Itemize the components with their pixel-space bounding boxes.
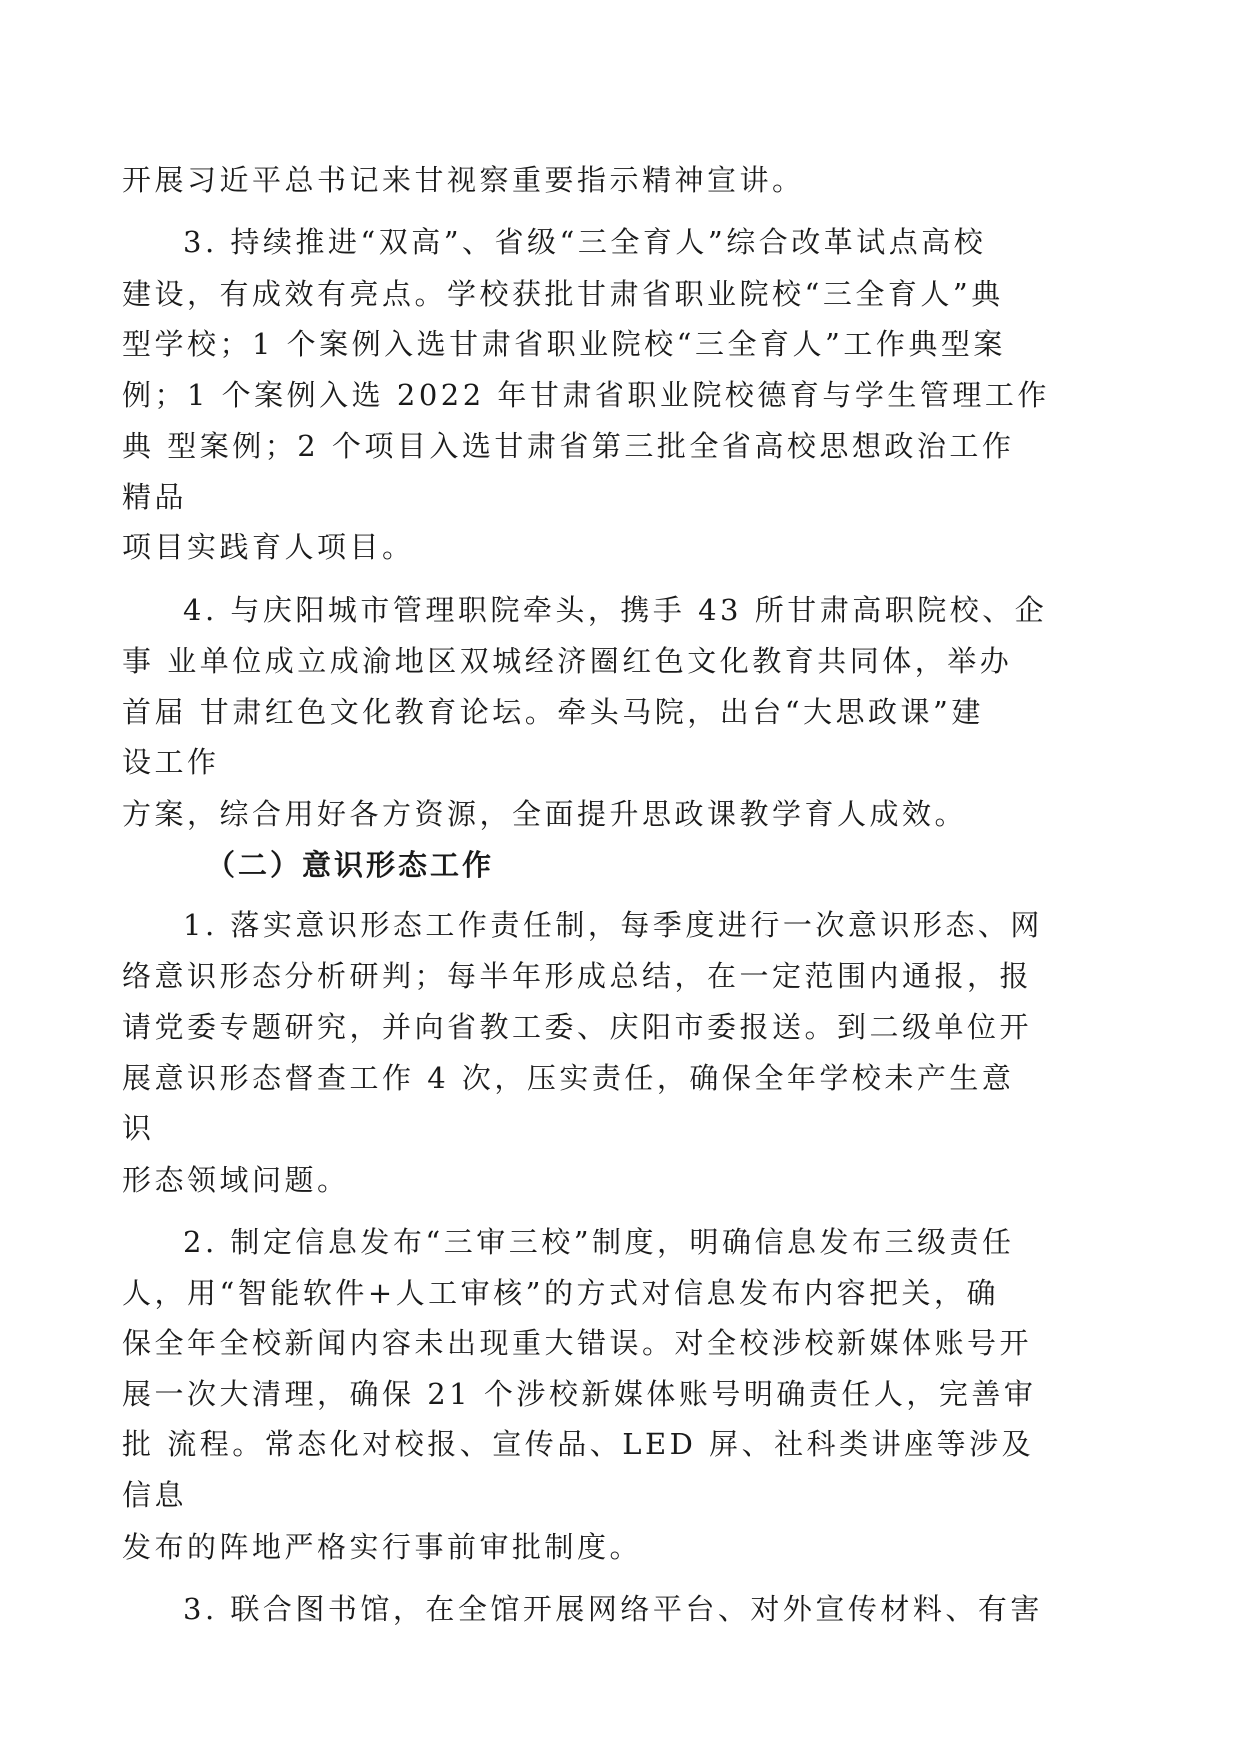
paragraph-line: 3. 持续推进“双高”、省级“三全育人”综合改革试点高校 <box>183 225 987 259</box>
paragraph-line: 项目实践育人项目。 <box>122 530 415 564</box>
paragraph-line: 展一次大清理，确保 21 个涉校新媒体账号明确责任人，完善审 <box>122 1377 1037 1411</box>
paragraph-line: 请党委专题研究，并向省教工委、庆阳市委报送。到二级单位开 <box>122 1010 1033 1044</box>
paragraph-line: 例；1 个案例入选 2022 年甘肃省职业院校德育与学生管理工作 <box>122 378 1050 412</box>
paragraph-line: 4. 与庆阳城市管理职院牵头，携手 43 所甘肃高职院校、企 <box>183 593 1048 627</box>
paragraph-line: 2. 制定信息发布“三审三校”制度，明确信息发布三级责任 <box>183 1225 1015 1259</box>
paragraph-line: 展意识形态督查工作 4 次，压实责任，确保全年学校未产生意 <box>122 1061 1015 1095</box>
paragraph-line: 保全年全校新闻内容未出现重大错误。对全校涉校新媒体账号开 <box>122 1326 1033 1360</box>
paragraph-line: 人，用“智能软件+人工审核”的方式对信息发布内容把关，确 <box>122 1276 999 1310</box>
paragraph-line: 形态领域问题。 <box>122 1163 350 1197</box>
paragraph-line: 方案，综合用好各方资源，全面提升思政课教学育人成效。 <box>122 797 968 831</box>
paragraph-line: 批 流程。常态化对校报、宣传品、LED 屏、社科类讲座等涉及 <box>122 1427 1035 1461</box>
paragraph-line: 建设，有成效有亮点。学校获批甘肃省职业院校“三全育人”典 <box>122 277 1004 311</box>
section-heading: （二）意识形态工作 <box>206 848 495 882</box>
paragraph-line: 1. 落实意识形态工作责任制，每季度进行一次意识形态、网 <box>183 908 1043 942</box>
paragraph-line: 典 型案例；2 个项目入选甘肃省第三批全省高校思想政治工作 <box>122 429 1015 463</box>
paragraph-line: 信息 <box>122 1478 188 1512</box>
paragraph-line: 识 <box>122 1111 155 1145</box>
paragraph-line: 络意识形态分析研判；每半年形成总结，在一定范围内通报，报 <box>122 959 1033 993</box>
paragraph-line: 精品 <box>122 480 188 514</box>
paragraph-line: 发布的阵地严格实行事前审批制度。 <box>122 1530 643 1564</box>
paragraph-line: 设工作 <box>122 745 220 779</box>
paragraph-line: 开展习近平总书记来甘视察重要指示精神宣讲。 <box>122 163 805 197</box>
paragraph-line: 3. 联合图书馆，在全馆开展网络平台、对外宣传材料、有害 <box>183 1592 1043 1626</box>
paragraph-line: 事 业单位成立成渝地区双城经济圈红色文化教育共同体，举办 <box>122 644 1013 678</box>
paragraph-line: 首届 甘肃红色文化教育论坛。牵头马院，出台“大思政课”建 <box>122 695 984 729</box>
paragraph-line: 型学校；1 个案例入选甘肃省职业院校“三全育人”工作典型案 <box>122 327 1006 361</box>
